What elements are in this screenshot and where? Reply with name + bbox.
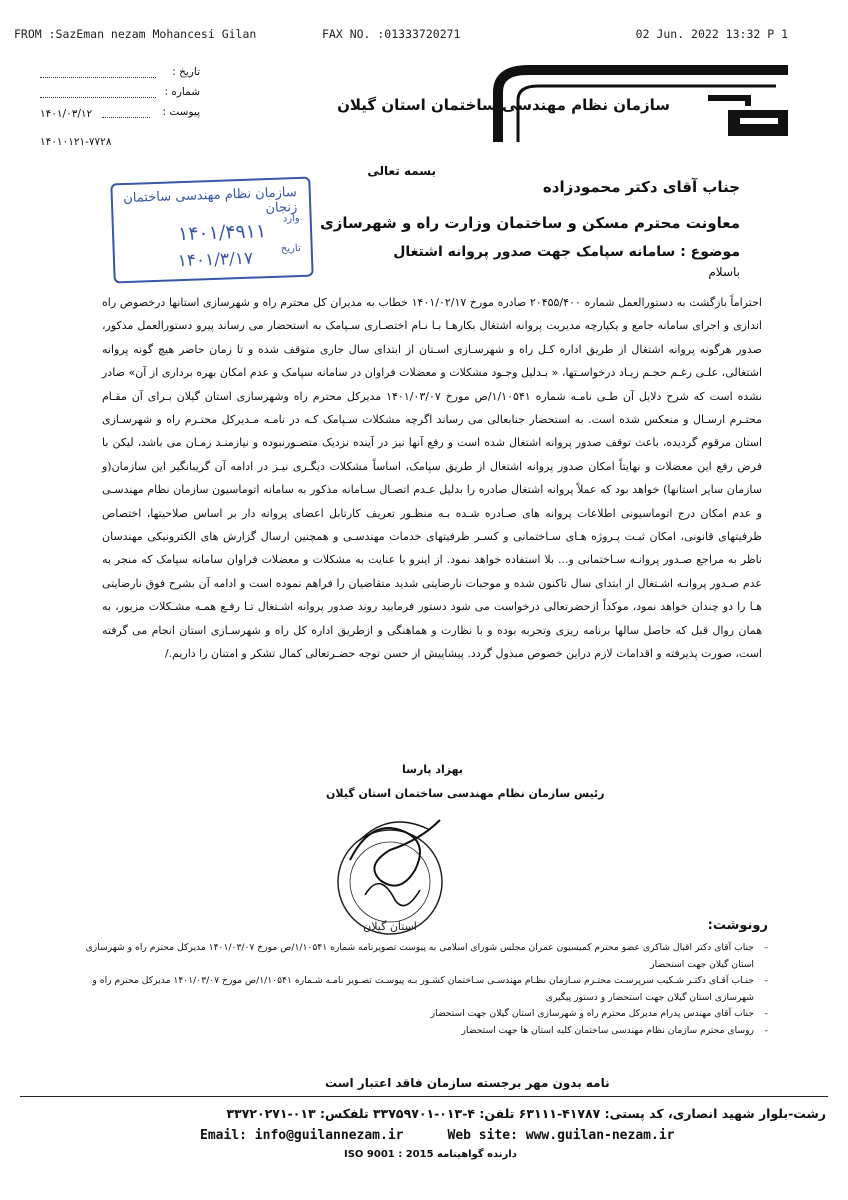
cc-title: رونوشت: bbox=[707, 918, 768, 933]
validity-notice: نامه بدون مهر برجسته سازمان فاقد اعتبار است bbox=[325, 1076, 610, 1090]
ref-number-row bbox=[40, 86, 200, 106]
ref-date-value: ۱۴۰۱/۰۳/۱۲ bbox=[40, 108, 93, 120]
stamp-date: ۱۴۰۱/۳/۱۷ bbox=[177, 248, 254, 272]
ref-date-row bbox=[40, 66, 200, 86]
footer-divider bbox=[20, 1096, 828, 1097]
letter-subject: موضوع : سامانه سپامک جهت صدور پروانه اشتغال bbox=[393, 244, 740, 260]
reference-block bbox=[40, 66, 200, 126]
addressee-title: معاونت محترم مسکن و ساختمان وزارت راه و شهرسازی bbox=[320, 214, 740, 232]
ref-number-label: شماره : bbox=[164, 86, 200, 98]
stamp-title: سازمان نظام مهندسی ساختمان زنجان bbox=[123, 185, 298, 217]
footer-website: Web site: www.guilan-nezam.ir bbox=[447, 1128, 675, 1143]
seal-text: استان گیلان bbox=[363, 920, 417, 933]
fax-datetime: 02 Jun. 2022 13:32 P 1 bbox=[635, 27, 788, 41]
cc-item: - روسای محترم سازمان نظام مهندسی ساختمان کلیه استان ها جهت استحضار bbox=[68, 1023, 768, 1040]
letter-greeting: باسلام bbox=[708, 265, 740, 279]
letter-body: احتراماً بازگشت به دستورالعمل شماره ۲۰۴۵۵/۴۰۰ صادره مورخ ۱۴۰۱/۰۲/۱۷ خطاب به مدیران کل محترم راه و شهرسازی استانها درخصوص راه اندازی و اجرای سامانه جامع و یکپارچه مدیریت پروانه اشتغال بکارهـا بـا نـام اختصـاری سـپامک به استحضار می رساند پیرو دستورالعمل مذکور، صدور هرگونه پروانه اشتغال از طریق اداره کـل راه و شهرسـازی اسـتان از ابتدای سال جاری متوقف شده و تا زمان حاضر هیچ گونه پروانه اشتغالی، علـی رغـم حجـم زیـاد درخواسـتها، « بـدلیل وجـود مشکلات و معضلات فراوان در سامانه سپامک و عدم امکان بهره برداری از آن» صادر نشده است که شرح دلایل آن طـی نامـه شماره ۱/۱۰۵۴۱/ص مورخ ۱۴۰۱/۰۳/۰۷ مدیرکل محترم راه وشهرسازی استان گیلان بـرای آن مقـام محتـرم ارسـال و منعکس شده است. به استحضار جنابعالی می رساند اگرچه مشکلات سـپامک کـه در نامـه مـدیرکل محتـرم راه و شهرسـازی استان مرقوم گردیده، باعث توقف صدور پروانه اشتغال شده است و رفع آنها نیز در آینده نزدیک متصـورنبوده و نیازمنـد زمـان می باشد، لیکن با فرض رفع این معضلات و نهایتاً امکان صدور پروانه اشتغال از طریق سپامک، اساساً مشکلات دیگـری نیـز در ادامه آن گریبانگیر این سازمان(و سازمان سایر استانها) خواهد بود که عملاً پروانه اشتغال صادره را بدلیل عـدم اتصـال سـامانه مذکور به سامانه اتوماسیون سازمان نظام مهندسـی و عدم امکان درج اتوماسیونی اطلاعات پروانه های صـادره شـده بـه منظـور تعریف کارتابل اعضای پروانه دار بر اساس صلاحیتها، اختصاص ظرفیتهای قانونی، امکان ثبـت پـروژه هـای سـاختمانی و کسـر ظرفیتهای خدمات مهندسـی و همچنین ارسال گزارش های الکترونیکی مهندسان ناظر به مراجع صـدور پروانـه سـاختمانی و... بلا استفاده خواهد نمود. از اینرو با عنایت به مشکلات و معضلات فراوان سامانه سپامک که منجر به عدم صـدور پروانـه اشـتغال از ابتدای سال تاکنون شده و موجبات نارضایتی شدید متقاضیان را فراهم نموده است و ادامه آن بشرح فوق نارضایتی هـا را دو چندان خواهد نمود، موکداً ازحضرتعالی درخواست می شود دستور فرمایید روند صدور پروانه اشـتغال تـا رفـع همـه مشـکلات مزبور، به همان روال قبل که حاصل سالها برنامه ریزی وتجربه بوده و با نظارت و هماهنگی و ازطریق اداره کل راه و شهرسـازی استان انجام می گرفته است، صورت پذیرفته و اقدامات لازم دراین خصوص مبذول گردد. پیشاپیش از حسن توجه حضـرتعالی کمال تشکر و امتنان را داریم./ bbox=[102, 296, 762, 661]
ref-attachment-dots bbox=[102, 108, 150, 118]
footer-email: Email: info@guilannezam.ir bbox=[200, 1128, 404, 1143]
org-name: سازمان نظام مهندسی ساختمان استان گیلان bbox=[337, 96, 670, 114]
stamp-date-label: تاریخ bbox=[280, 242, 301, 255]
ref-number-value: ۱۴۰۱۰۱۲۱-۷۷۲۸ bbox=[40, 136, 112, 148]
cc-item: - جناب آقای مهندس پدرام مدیرکل محترم راه و شهرسازی استان گیلان جهت استحضار bbox=[68, 1006, 768, 1023]
fax-number: FAX NO. :01333720271 bbox=[322, 27, 461, 41]
addressee-name: جناب آقای دکتر محمودزاده bbox=[542, 178, 740, 196]
footer-contact bbox=[200, 1128, 674, 1143]
cc-item: - جناب آقای دکتر اقبال شاکری عضو محترم کمیسیون عمران مجلس شورای اسلامی به پیوست تصویرنامه شماره ۱/۱۰۵۴۱/ص مورخ ۱۴۰۱/۰۳/۰۷ مدیرکل محترم راه و شهرسازی استان گیلان جهت استحضار bbox=[68, 940, 768, 973]
signer-title: رئیس سازمان نظام مهندسی ساختمان استان گیلان bbox=[326, 787, 605, 800]
cc-item: - جنـاب آقـای دکتـر شـکیب سرپرسـت محتـرم سـازمان نظـام مهندسـی سـاختمان کشـور بـه پیوسـت تصـویر نامـه شـماره ۱/۱۰۵۴۱/ص مورخ ۱۴۰۱/۰۳/۰۷ مدیرکل محترم راه و شهرسازی استان گیلان جهت استحضار و دستور پیگیری bbox=[68, 973, 768, 1006]
received-stamp bbox=[110, 177, 313, 284]
ref-attachment-label: پیوست : bbox=[162, 106, 200, 118]
cc-list bbox=[68, 940, 768, 1039]
footer-iso: دارنده گواهینامه ISO 9001 : 2015 bbox=[344, 1149, 517, 1160]
ref-number-dots bbox=[40, 88, 156, 98]
footer-address: رشت-بلوار شهید انصاری، کد پستی: ۴۱۷۸۷-۶۳۱۱۱ تلفن: ۴-۰۱۳-۳۳۷۵۹۷۰۱ تلفکس: ۰۱۳-۳۳۷۲۰۲۷۱ bbox=[226, 1106, 826, 1121]
fax-from: FROM :SazEman nezam Mohancesi Gilan bbox=[14, 27, 257, 41]
ref-date-label: تاریخ : bbox=[172, 66, 200, 78]
stamp-number-label: وارد bbox=[282, 212, 300, 225]
fax-header bbox=[14, 27, 788, 43]
ref-attachment-row bbox=[40, 106, 200, 126]
signature-seal-icon bbox=[320, 800, 460, 940]
ref-date-dots bbox=[40, 68, 156, 78]
basmala: بسمه تعالی bbox=[367, 164, 436, 178]
stamp-number: ۱۴۰۱/۴۹۱۱ bbox=[177, 220, 267, 246]
signer-name: بهزاد پارسا bbox=[402, 763, 464, 776]
